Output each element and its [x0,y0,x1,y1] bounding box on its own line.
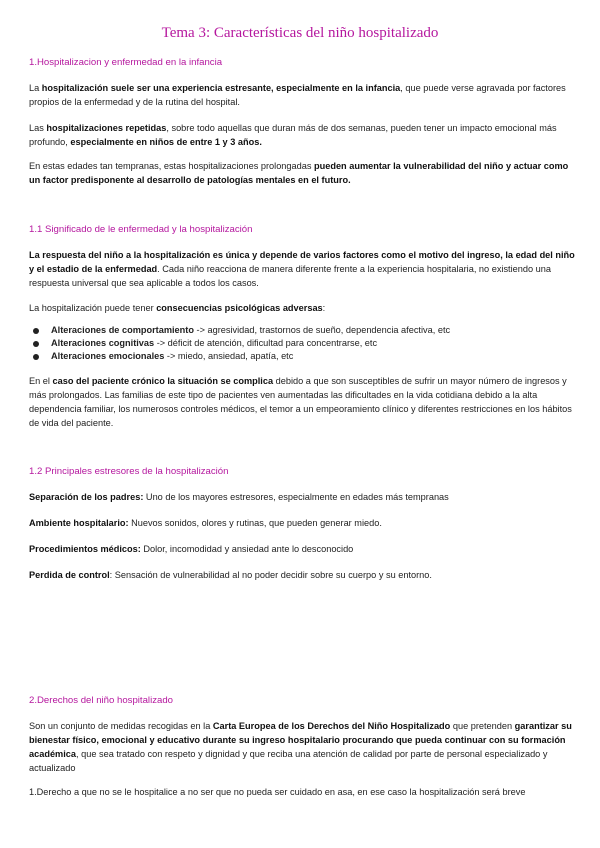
stressor-ambiente: Ambiente hospitalario: Nuevos sonidos, olores y rutinas, que pueden generar miedo. [29,518,382,528]
bullet-icon [33,341,39,347]
stressor-separacion: Separación de los padres: Uno de los mayores estresores, especialmente en edades más tempranas [29,492,449,502]
list-item: Alteraciones cognitivas -> déficit de atención, dificultad para concentrarse, etc [29,337,575,350]
paragraph-respuesta-nino: La respuesta del niño a la hospitalización es única y depende de varios factores como el motivo del ingreso, la edad del niño y el estadio de la enfermedad. Cada niño reacciona de manera diferente frente a la experiencia hospitalaria, no existiendo una respuesta universal que sea aplicable a todos los casos. [29,250,575,288]
list-item: Alteraciones emocionales -> miedo, ansiedad, apatía, etc [29,350,575,363]
paragraph-paciente-cronico: En el caso del paciente crónico la situación se complica debido a que son susceptibles de sufrir un mayor número de ingresos y más prolongados. Las familias de este tipo de pacientes ven aumentadas las dificultades en la vida cotidiana debido a la alta dependencia familiar, los numerosos controles médicos, el temor a un empeoramiento clínico y diferentes restricciones en los hábitos de vida del paciente. [29,376,572,428]
section-heading-1-2: 1.2 Principales estresores de la hospitalización [29,466,229,477]
section-heading-1: 1.Hospitalizacion y enfermedad en la infancia [29,57,223,68]
section-heading-2: 2.Derechos del niño hospitalizado [29,695,173,706]
paragraph-carta-europea: Son un conjunto de medidas recogidas en la Carta Europea de los Derechos del Niño Hospitalizado que pretenden garantizar su bienestar físico, emocional y educativo durante su ingreso hospitalario procurando que pueda continuar con su formación académica, que sea tratado con respeto y dignidad y que reciba una atención de calidad por parte de personal especializado y actualizado [29,721,572,773]
bullet-list-consecuencias [29,324,575,363]
list-item: Alteraciones de comportamiento -> agresividad, trastornos de sueño, dependencia afectiva, etc [29,324,575,337]
paragraph-consecuencias: La hospitalización puede tener consecuencias psicológicas adversas: [29,303,326,313]
paragraph-edades-tempranas: En estas edades tan tempranas, estas hospitalizaciones prolongadas pueden aumentar la vulnerabilidad del niño y actuar como un factor predisponente al desarrollo de patologías mentales en el futuro. [29,161,569,185]
paragraph-hospitalizacion: La hospitalización suele ser una experiencia estresante, especialmente en la infancia, que puede verse agravada por factores propios de la enfermedad y de la rutina del hospital. [29,83,566,107]
paragraph-derecho-1: 1.Derecho a que no se le hospitalice a no ser que no pueda ser cuidado en asa, en ese caso la hospitalización será breve [29,787,526,797]
bullet-icon [33,328,39,334]
stressor-procedimientos: Procedimientos médicos: Dolor, incomodidad y ansiedad ante lo desconocido [29,544,354,554]
stressor-control: Perdida de control: Sensación de vulnerabilidad al no poder decidir sobre su cuerpo y su entorno. [29,570,432,580]
section-heading-1-1: 1.1 Significado de le enfermedad y la hospitalización [29,224,253,235]
paragraph-hospitalizaciones-repetidas: Las hospitalizaciones repetidas, sobre todo aquellas que duran más de dos semanas, pueden tener un impacto emocional más profundo, especialmente en niños de entre 1 y 3 años. [29,123,557,147]
bullet-icon [33,354,39,360]
page-title: Tema 3: Características del niño hospitalizado [161,25,439,41]
